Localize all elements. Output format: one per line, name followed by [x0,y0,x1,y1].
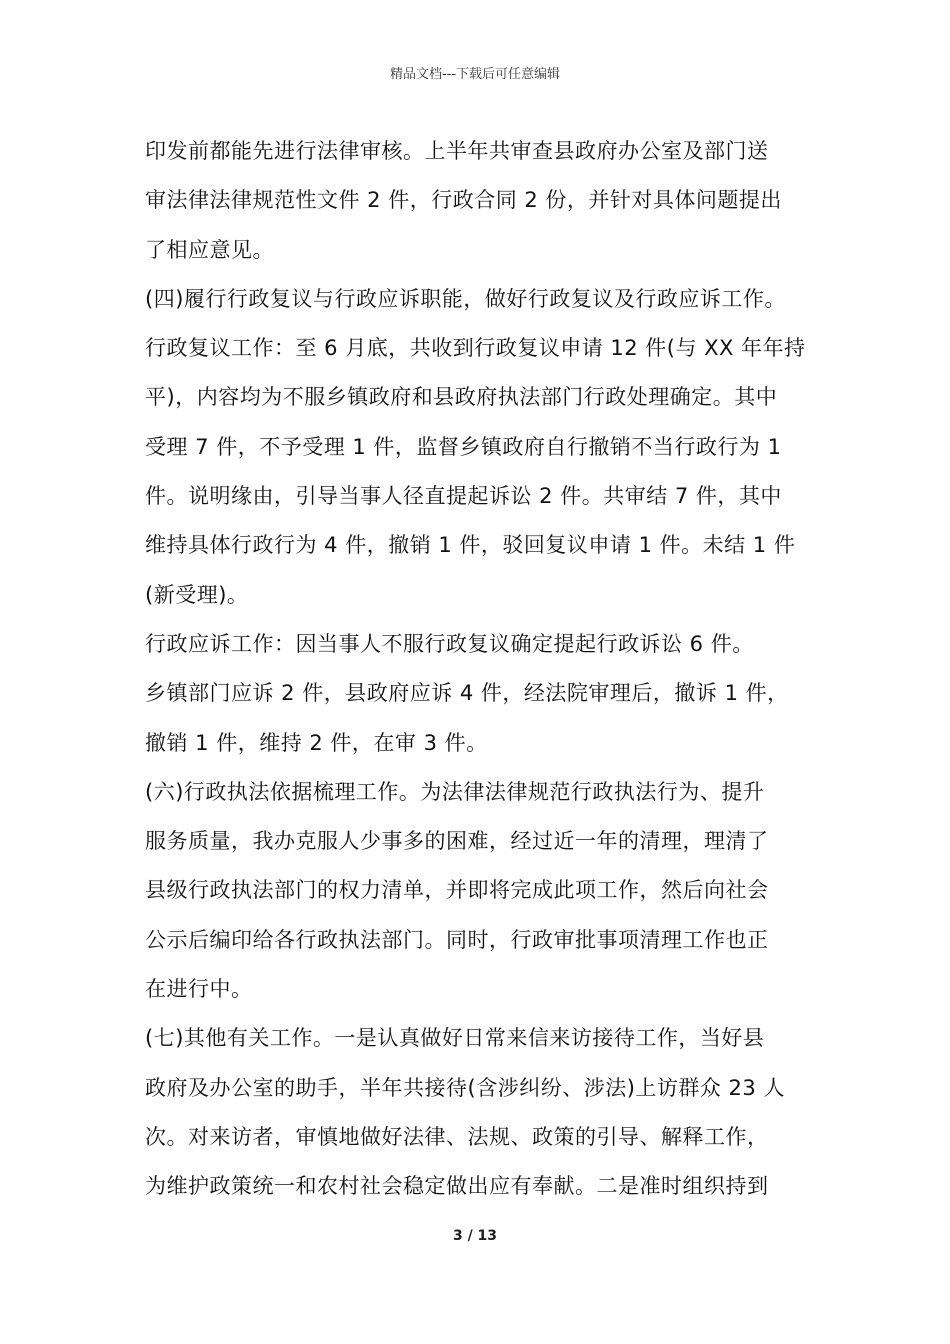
text-line: 为维护政策统一和农村社会稳定做出应有奉献。二是准时组织持到 [145,1174,769,1199]
text-line: 次。对来访者，审慎地做好法律、法规、政策的引导、解释工作， [145,1124,769,1149]
text-line: 行政复议工作：至 6 月底，共收到行政复议申请 12 件(与 XX 年年持 [145,336,806,361]
text-line: 服务质量，我办克服人少事多的困难，经过近一年的清理，理清了 [145,829,769,854]
text-line: 乡镇部门应诉 2 件，县政府应诉 4 件，经法院审理后，撤诉 1 件， [145,681,789,706]
page-number: 3 / 13 [452,1228,498,1244]
page-header: 精品文档---下载后可任意编辑 [389,67,561,82]
text-line: 平)，内容均为不服乡镇政府和县政府执法部门行政处理确定。其中 [145,385,778,410]
text-line: 印发前都能先进行法律审核。上半年共审查县政府办公室及部门送 [145,139,769,163]
text-line: (七)其他有关工作。一是认真做好日常来信来访接待工作，当好县 [145,1026,765,1051]
text-line: 行政应诉工作：因当事人不服行政复议确定提起行政诉讼 6 件。 [145,631,754,656]
text-line: (四)履行行政复议与行政应诉职能，做好行政复议及行政应诉工作。 [145,286,786,311]
text-line: 审法律法律规范性文件 2 件，行政合同 2 份，并针对具体问题提出 [145,188,782,213]
text-line: 维持具体行政行为 4 件，撤销 1 件，驳回复议申请 1 件。未结 1 件 [145,533,796,558]
body-text [145,127,815,1212]
text-line: 在进行中。 [145,977,253,1002]
text-line: 了相应意见。 [145,237,274,262]
text-line: 撤销 1 件，维持 2 件，在审 3 件。 [145,730,488,755]
text-line: (新受理)。 [145,582,249,607]
text-line: 件。说明缘由，引导当事人径直提起诉讼 2 件。共审结 7 件，其中 [145,484,782,509]
text-line: 受理 7 件，不予受理 1 件，监督乡镇政府自行撤销不当行政行为 1 [145,434,782,459]
text-line: 县级行政执法部门的权力清单，并即将完成此项工作，然后向社会 [145,878,769,903]
text-line: 政府及办公室的助手，半年共接待(含涉纠纷、涉法)上访群众 23 人 [145,1075,785,1100]
text-line: 公示后编印给各行政执法部门。同时，行政审批事项清理工作也正 [145,927,769,952]
text-line: (六)行政执法依据梳理工作。为法律法律规范行政执法行为、提升 [145,779,765,804]
